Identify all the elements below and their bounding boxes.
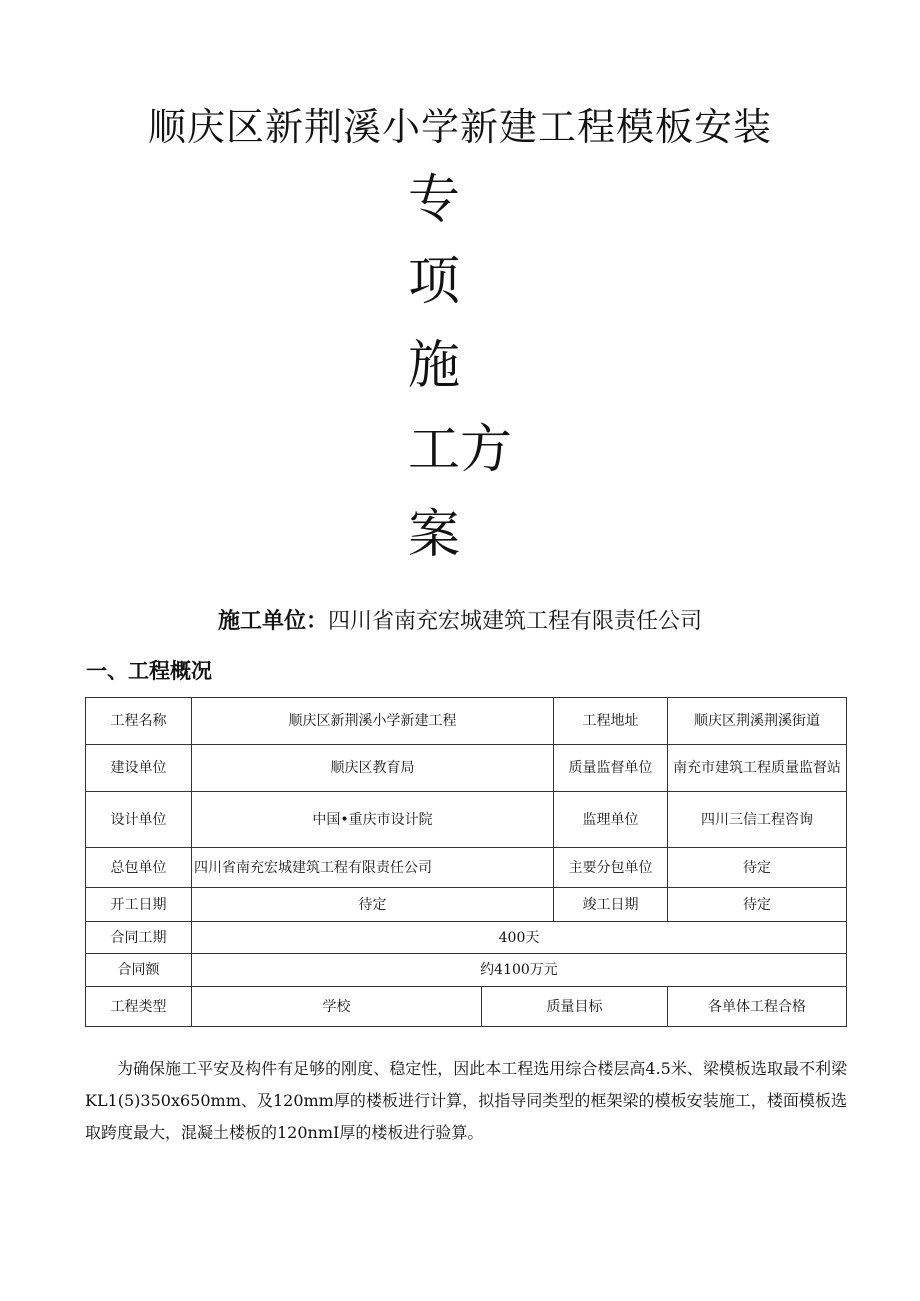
title-stack-char: 工方	[408, 420, 513, 480]
table-cell: 四川省南充宏城建筑工程有限责任公司	[192, 848, 554, 888]
table-cell: 建设单位	[86, 745, 192, 792]
table-cell: 顺庆区荆溪荆溪街道	[668, 698, 847, 745]
section-heading: 一、工程概况	[86, 659, 212, 683]
table-cell: 合同工期	[86, 922, 192, 954]
table-cell: 南充市建筑工程质量监督站	[668, 745, 847, 792]
table-cell: 竣工日期	[554, 888, 668, 922]
construction-unit-line	[0, 604, 920, 635]
table-cell: 工程类型	[86, 987, 192, 1027]
table-row	[86, 792, 847, 848]
table-row	[86, 848, 847, 888]
table-row	[86, 954, 847, 987]
project-overview-table	[85, 697, 847, 1027]
table-cell: 各单体工程合格	[668, 987, 847, 1027]
title-stack-char: 项	[408, 252, 461, 312]
table-cell: 合同额	[86, 954, 192, 987]
table-cell: 四川三信工程咨询	[668, 792, 847, 848]
table-cell: 质量监督单位	[554, 745, 668, 792]
body-paragraph: 为确保施工平安及构件有足够的刚度、稳定性，因此本工程选用综合楼层高4.5米、梁模板选取最不利梁KL1(5)350x650mm、及120mm厚的楼板进行计算，拟指导同类型的框架梁的模板安装施工，楼面模板选取跨度最大，混凝土楼板的120nmI厚的楼板进行验算。	[85, 1059, 847, 1142]
table-cell: 待定	[668, 888, 847, 922]
table-cell: 顺庆区教育局	[192, 745, 554, 792]
table-cell: 工程地址	[554, 698, 668, 745]
table-cell: 总包单位	[86, 848, 192, 888]
title-stack-char: 案	[408, 505, 461, 565]
table-cell: 设计单位	[86, 792, 192, 848]
table-cell: 学校	[192, 987, 482, 1027]
table-cell: 中国•重庆市设计院	[192, 792, 554, 848]
table-cell: 待定	[668, 848, 847, 888]
table-cell: 工程名称	[86, 698, 192, 745]
construction-unit-label: 施工单位：	[217, 609, 328, 634]
construction-unit-value: 四川省南充宏城建筑工程有限责任公司	[328, 609, 703, 634]
table-row	[86, 698, 847, 745]
title-stack-char: 施	[408, 336, 461, 396]
table-row	[86, 987, 847, 1027]
table-row	[86, 922, 847, 954]
document-title: 顺庆区新荆溪小学新建工程模板安装	[147, 105, 772, 149]
table-cell: 400天	[192, 922, 847, 954]
table-cell: 顺庆区新荆溪小学新建工程	[192, 698, 554, 745]
title-stack-char: 专	[408, 170, 461, 230]
table-row	[86, 888, 847, 922]
table-cell: 待定	[192, 888, 554, 922]
table-row	[86, 745, 847, 792]
table-cell: 约4100万元	[192, 954, 847, 987]
table-cell: 监理单位	[554, 792, 668, 848]
table-cell: 开工日期	[86, 888, 192, 922]
table-cell: 质量目标	[482, 987, 668, 1027]
table-cell: 主要分包单位	[554, 848, 668, 888]
